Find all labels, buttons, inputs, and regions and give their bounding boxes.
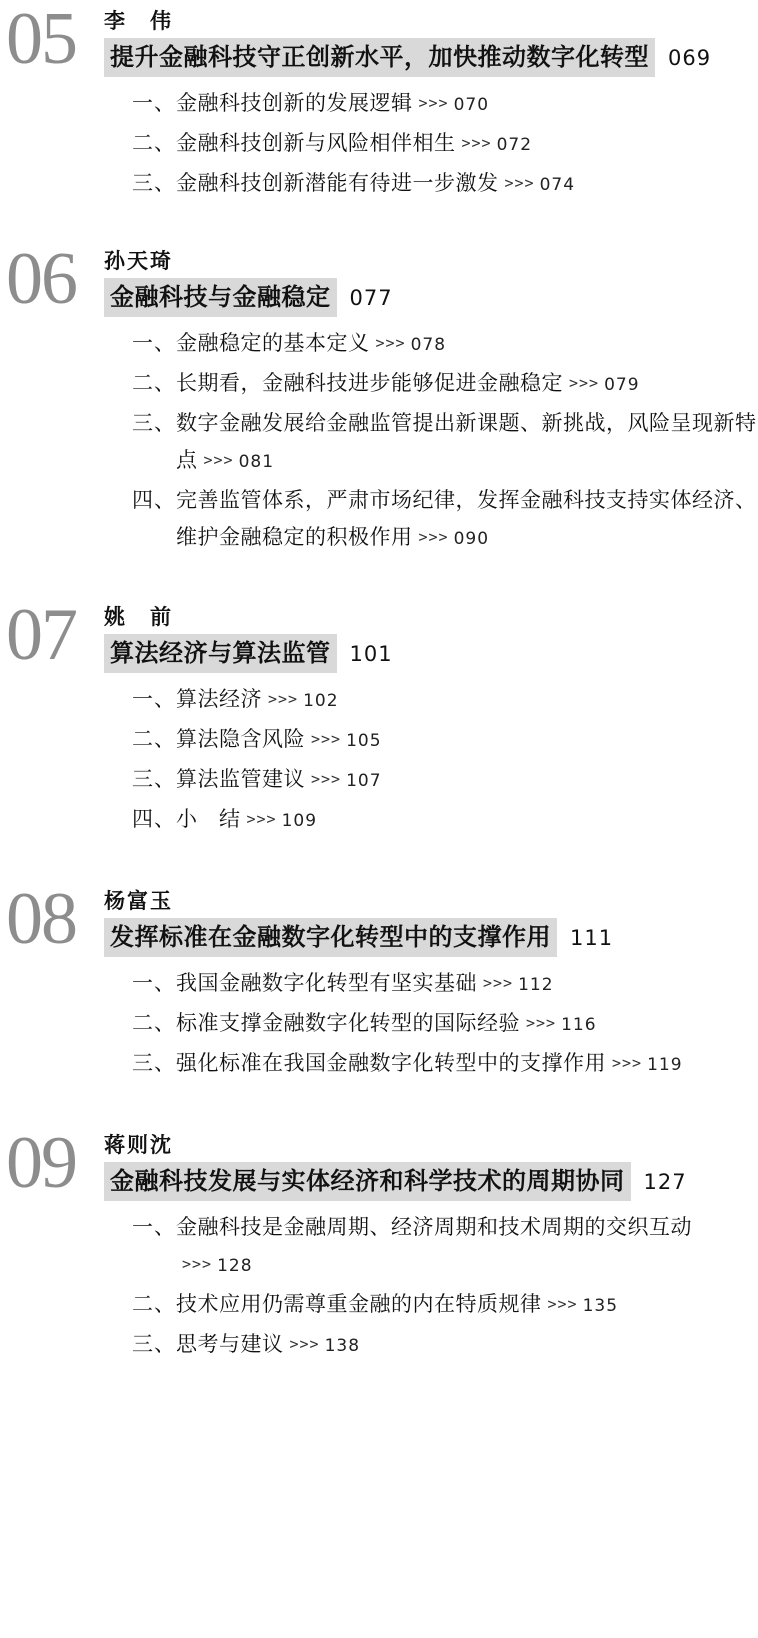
list-item[interactable]: [132, 965, 758, 1004]
leader-dots: >>>: [526, 1014, 557, 1032]
entry-title-row[interactable]: [104, 1162, 758, 1201]
item-text: 数字金融发展给金融监管提出新课题、新挑战，风险呈现新特点: [176, 411, 757, 472]
entry-sublist: [104, 681, 758, 840]
item-text: 金融科技创新潜能有待进一步激发: [176, 171, 499, 195]
toc-entry: [0, 1122, 758, 1365]
item-label: 四、: [132, 807, 176, 831]
item-page: 116: [561, 1015, 597, 1035]
item-page: 119: [647, 1055, 683, 1075]
entry-page-number: 101: [349, 641, 393, 666]
item-text: 技术应用仍需尊重金融的内在特质规律: [176, 1292, 542, 1316]
list-item[interactable]: [132, 1286, 758, 1325]
item-page: 128: [217, 1256, 253, 1276]
item-label: 一、: [132, 1215, 176, 1239]
entry-title[interactable]: 算法经济与算法监管: [104, 634, 337, 673]
item-text: 金融科技创新的发展逻辑: [176, 91, 413, 115]
item-page: 135: [582, 1296, 619, 1316]
entry-title[interactable]: 提升金融科技守正创新水平，加快推动数字化转型: [104, 38, 655, 77]
toc-entry: [0, 238, 758, 558]
entry-sublist: [104, 965, 758, 1084]
item-text: 金融科技创新与风险相伴相生: [176, 131, 456, 155]
list-item[interactable]: [132, 1209, 758, 1285]
entry-number: 06: [6, 238, 76, 320]
item-label: 一、: [132, 687, 176, 711]
item-label: 一、: [132, 91, 176, 115]
item-body: [176, 681, 758, 720]
entry-page-number: 111: [570, 925, 614, 950]
entry-number: 05: [6, 0, 76, 80]
item-label: 一、: [132, 331, 176, 355]
entry-sublist: [104, 325, 758, 558]
list-item[interactable]: [132, 85, 758, 124]
list-item[interactable]: [132, 681, 758, 720]
item-page: 112: [518, 975, 554, 995]
leader-dots: >>>: [612, 1054, 643, 1072]
item-label: 三、: [132, 767, 176, 791]
entry-number: 09: [6, 1122, 76, 1204]
entry-sublist: [104, 1209, 758, 1365]
leader-dots: >>>: [483, 974, 514, 992]
leader-dots: >>>: [311, 730, 342, 748]
item-body: [176, 405, 758, 481]
entry-title-row[interactable]: [104, 634, 758, 673]
item-text: 金融稳定的基本定义: [176, 331, 370, 355]
entry-sublist: [104, 85, 758, 204]
leader-dots: >>>: [547, 1295, 578, 1313]
toc-entry: [0, 878, 758, 1084]
item-page: 078: [410, 335, 447, 355]
list-item[interactable]: [132, 801, 758, 840]
entry-title[interactable]: 金融科技发展与实体经济和科学技术的周期协同: [104, 1162, 631, 1201]
item-label: 一、: [132, 971, 176, 995]
leader-dots: >>>: [203, 451, 234, 469]
item-body: [176, 482, 758, 558]
item-page: 081: [238, 452, 275, 472]
item-page: 109: [281, 811, 318, 831]
item-page: 138: [324, 1336, 361, 1356]
item-label: 三、: [132, 171, 176, 195]
item-body: [176, 801, 758, 840]
item-text: 算法经济: [176, 687, 262, 711]
entry-page-number: 069: [668, 45, 712, 70]
item-body: [176, 1005, 758, 1044]
entry-title-row[interactable]: [104, 918, 758, 957]
item-text: 标准支撑金融数字化转型的国际经验: [176, 1011, 520, 1035]
item-body: [176, 761, 758, 800]
item-body: [176, 1209, 758, 1285]
leader-dots: >>>: [182, 1255, 213, 1273]
list-item[interactable]: [132, 1005, 758, 1044]
item-page: 070: [453, 95, 490, 115]
item-page: 074: [539, 175, 576, 195]
item-text: 完善监管体系，严肃市场纪律，发挥金融科技支持实体经济、维护金融稳定的积极作用: [176, 488, 757, 549]
entry-title-row[interactable]: [104, 38, 758, 77]
list-item[interactable]: [132, 1045, 758, 1084]
item-body: [176, 721, 758, 760]
toc-entry: [0, 0, 758, 204]
item-body: [176, 165, 758, 204]
entry-page-number: 077: [349, 285, 393, 310]
item-body: [176, 325, 758, 364]
entry-author: 蒋则沈: [104, 1133, 173, 1157]
entry-page-number: 127: [643, 1169, 687, 1194]
list-item[interactable]: [132, 405, 758, 481]
item-label: 二、: [132, 727, 176, 751]
item-label: 二、: [132, 1011, 176, 1035]
item-page: 079: [604, 375, 640, 395]
item-label: 三、: [132, 1332, 176, 1356]
item-text: 长期看，金融科技进步能够促进金融稳定: [176, 371, 563, 395]
item-text: 金融科技是金融周期、经济周期和技术周期的交织互动: [176, 1215, 692, 1239]
item-page: 072: [496, 135, 533, 155]
list-item[interactable]: [132, 761, 758, 800]
item-body: [176, 965, 758, 1004]
item-body: [176, 365, 758, 404]
item-label: 三、: [132, 1051, 176, 1075]
item-body: [176, 85, 758, 124]
leader-dots: >>>: [311, 770, 342, 788]
entry-title[interactable]: 金融科技与金融稳定: [104, 278, 337, 317]
item-body: [176, 1326, 758, 1365]
item-body: [176, 1286, 758, 1325]
entry-author: 李 伟: [104, 9, 173, 33]
leader-dots: >>>: [418, 94, 449, 112]
entry-number: 08: [6, 878, 76, 960]
entry-title[interactable]: 发挥标准在金融数字化转型中的支撑作用: [104, 918, 557, 957]
list-item[interactable]: [132, 125, 758, 164]
item-label: 二、: [132, 131, 176, 155]
entry-author: 杨富玉: [104, 889, 173, 913]
leader-dots: >>>: [246, 810, 277, 828]
list-item[interactable]: [132, 1326, 758, 1365]
item-page: 105: [346, 731, 382, 751]
item-text: 算法隐含风险: [176, 727, 305, 751]
list-item[interactable]: [132, 482, 758, 558]
entry-author: 姚 前: [104, 605, 173, 629]
item-label: 二、: [132, 1292, 176, 1316]
item-page: 107: [346, 771, 382, 791]
item-text: 我国金融数字化转型有坚实基础: [176, 971, 477, 995]
item-text: 强化标准在我国金融数字化转型中的支撑作用: [176, 1051, 606, 1075]
item-text: 小 结: [176, 807, 241, 831]
item-page: 102: [303, 691, 339, 711]
item-text: 思考与建议: [176, 1332, 284, 1356]
item-label: 四、: [132, 488, 176, 512]
entry-number: 07: [6, 594, 76, 676]
leader-dots: >>>: [569, 374, 600, 392]
list-item[interactable]: [132, 165, 758, 204]
leader-dots: >>>: [375, 334, 406, 352]
leader-dots: >>>: [418, 528, 449, 546]
leader-dots: >>>: [289, 1335, 320, 1353]
leader-dots: >>>: [268, 690, 299, 708]
item-label: 三、: [132, 411, 176, 435]
entry-author: 孙天琦: [104, 249, 173, 273]
item-page: 090: [453, 529, 490, 549]
list-item[interactable]: [132, 325, 758, 364]
entry-title-row[interactable]: [104, 278, 758, 317]
leader-dots: >>>: [461, 134, 492, 152]
list-item[interactable]: [132, 365, 758, 404]
list-item[interactable]: [132, 721, 758, 760]
item-label: 二、: [132, 371, 176, 395]
toc-entry: [0, 594, 758, 840]
item-body: [176, 1045, 758, 1084]
item-body: [176, 125, 758, 164]
leader-dots: >>>: [504, 174, 535, 192]
item-text: 算法监管建议: [176, 767, 305, 791]
